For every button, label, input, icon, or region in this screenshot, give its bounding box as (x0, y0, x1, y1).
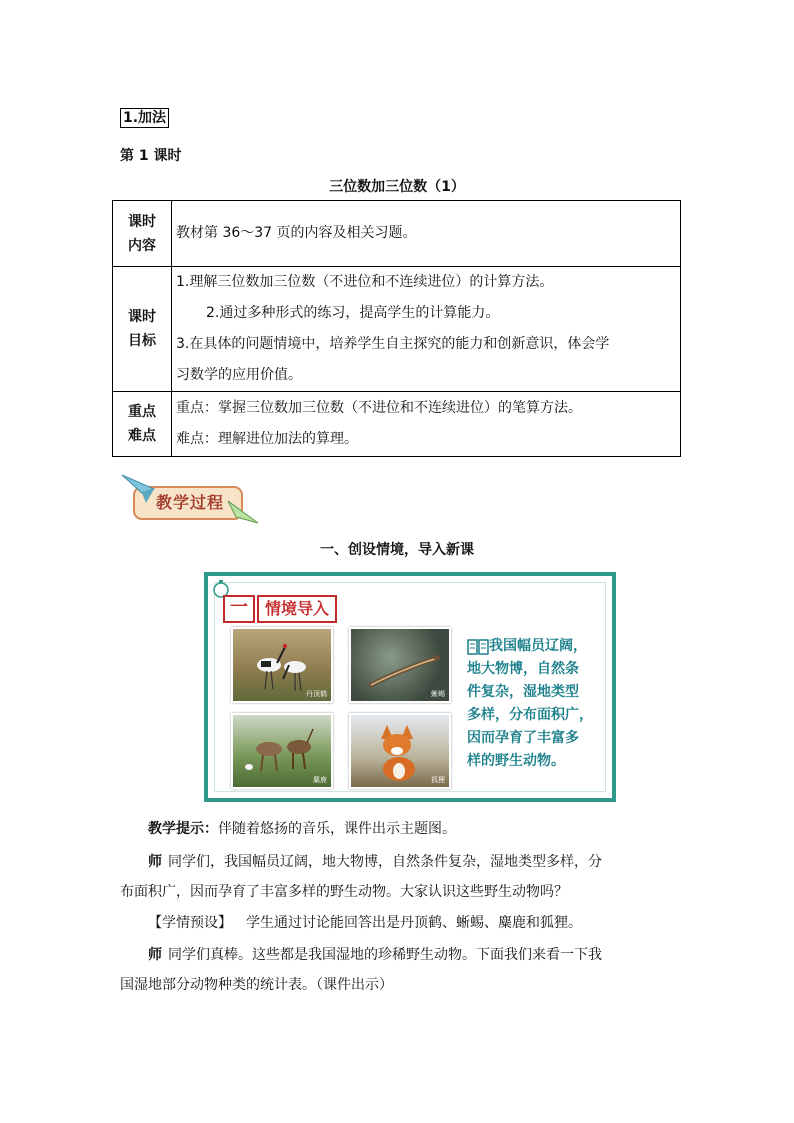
teacher-label: 师 (148, 947, 162, 963)
row-content (172, 267, 681, 392)
content-line: 3.在具体的问题情境中，培养学生自主探究的能力和创新意识，体会学 (176, 336, 610, 352)
paragraph-line: 同学们，我国幅员辽阔，地大物博，自然条件复杂，湿地类型多样，分 (168, 854, 602, 870)
section-title: 1.加法 (120, 108, 169, 128)
scene-image (204, 572, 616, 802)
row-label: 重点难点 (113, 392, 172, 457)
scene-story (467, 635, 607, 773)
photo-label: 狐狸 (431, 776, 445, 784)
table-row (113, 267, 681, 392)
preset-label: 【学情预设】 (148, 915, 232, 931)
part-heading: 一、创设情境，导入新课 (320, 542, 474, 558)
table-row (113, 392, 681, 457)
story-line: 件复杂，湿地类型 (467, 684, 579, 700)
paragraph-line: 布面积广，因而孕育了丰富多样的野生动物。大家认识这些野生动物吗？ (120, 884, 568, 900)
content-line: 重点：掌握三位数加三位数（不进位和不连续进位）的笔算方法。 (176, 400, 582, 416)
teaching-process-badge (120, 473, 260, 529)
badge-text: 教学过程 (155, 493, 224, 512)
story-line: 多样，分布面积广， (467, 707, 593, 723)
teaching-hint (120, 816, 680, 843)
lesson-title: 第 1 课时 (120, 148, 182, 164)
paragraph-line: 国湿地部分动物种类的统计表。（课件出示） (120, 977, 393, 993)
photo-label: 蜥蜴 (431, 690, 445, 698)
content-line: 教材第 36～37 页的内容及相关习题。 (176, 225, 417, 241)
student-preset (120, 910, 680, 937)
scene-number: 一 (223, 595, 255, 623)
fox-photo (349, 713, 451, 789)
photo-label: 丹顶鹤 (306, 690, 327, 698)
photo-label: 麋鹿 (313, 776, 327, 784)
story-line: 因而孕育了丰富多 (467, 730, 579, 746)
scene-inner (214, 582, 606, 792)
content-line: 习数学的应用价值。 (176, 367, 302, 383)
topic-title: 三位数加三位数（1） (329, 179, 465, 195)
story-line: 地大物博，自然条 (467, 661, 579, 677)
table-row (113, 201, 681, 267)
hint-label: 教学提示： (148, 821, 218, 837)
lizard-photo (349, 627, 451, 703)
lesson-info-table (112, 200, 681, 457)
content-line: 1.理解三位数加三位数（不进位和不连续进位）的计算方法。 (176, 274, 554, 290)
scene-title: 情境导入 (257, 595, 337, 623)
paragraph-line: 同学们真棒。这些都是我国湿地的珍稀野生动物。下面我们来看一下我 (168, 947, 602, 963)
teacher-paragraph-2 (120, 942, 680, 999)
story-line: 样的野生动物。 (467, 753, 565, 769)
deer-photo (231, 713, 333, 789)
hint-text: 伴随着悠扬的音乐，课件出示主题图。 (218, 821, 456, 837)
content-line: 2.通过多种形式的练习，提高学生的计算能力。 (206, 305, 500, 321)
row-label: 课时内容 (113, 201, 172, 267)
story-line: 我国幅员辽阔， (489, 638, 587, 654)
teacher-paragraph-1 (120, 849, 680, 906)
row-content (172, 201, 681, 267)
preset-text: 学生通过讨论能回答出是丹顶鹤、蜥蜴、麋鹿和狐狸。 (246, 915, 582, 931)
row-content (172, 392, 681, 457)
content-line: 难点：理解进位加法的算理。 (176, 431, 358, 447)
row-label: 课时目标 (113, 267, 172, 392)
crane-photo (231, 627, 333, 703)
teacher-label: 师 (148, 854, 162, 870)
